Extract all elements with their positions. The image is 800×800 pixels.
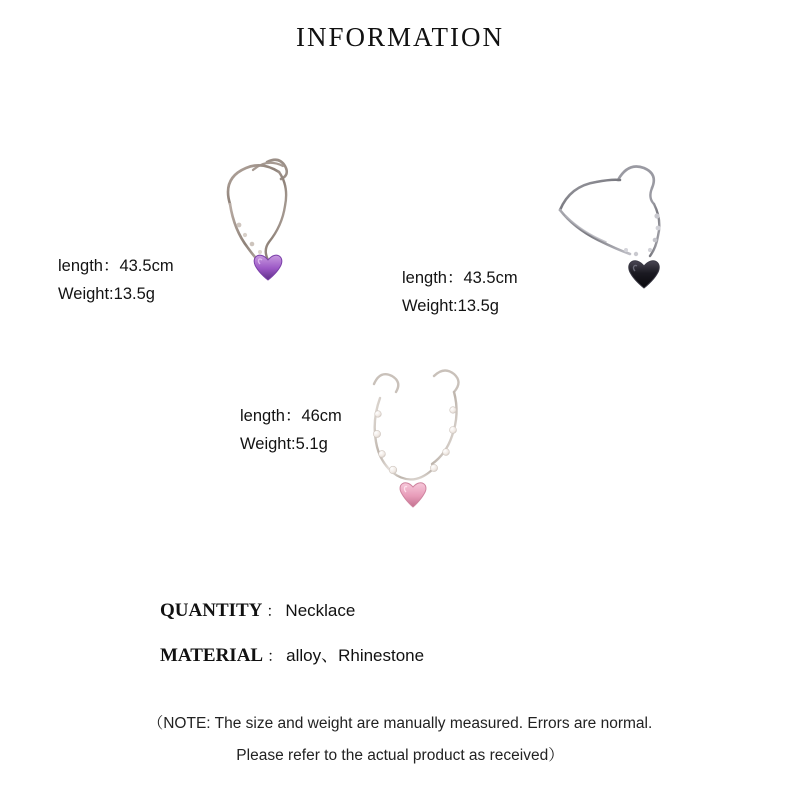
- weight-label: Weight:13.5g: [58, 285, 155, 303]
- spec-pink-heart: [240, 402, 342, 458]
- necklace-illustration-pink: [350, 362, 490, 522]
- detail-material-key: MATERIAL: [160, 645, 264, 666]
- detail-quantity-key: QUANTITY: [160, 600, 263, 621]
- detail-material-separator: ：: [267, 648, 283, 665]
- length-label: length：46cm: [240, 407, 342, 425]
- page-title: INFORMATION: [295, 22, 504, 52]
- spec-black-heart: [402, 264, 518, 320]
- note-line-2: Please refer to the actual product as received）: [236, 747, 564, 764]
- spec-purple-heart: [58, 252, 174, 308]
- detail-material: [160, 641, 424, 667]
- detail-quantity-value: Necklace: [285, 601, 356, 620]
- weight-label: Weight:13.5g: [402, 297, 499, 315]
- length-label: length：43.5cm: [402, 269, 518, 287]
- necklace-illustration-black: [540, 150, 710, 310]
- detail-material-value: alloy、Rhinestone: [286, 646, 425, 665]
- note-line-1: （NOTE: The size and weight are manually measured. Errors are normal.: [147, 715, 653, 732]
- necklace-illustration-purple: [175, 140, 335, 300]
- length-label: length：43.5cm: [58, 257, 174, 275]
- detail-quantity-separator: ：: [266, 603, 282, 620]
- detail-quantity: [160, 600, 355, 622]
- weight-label: Weight:5.1g: [240, 435, 328, 453]
